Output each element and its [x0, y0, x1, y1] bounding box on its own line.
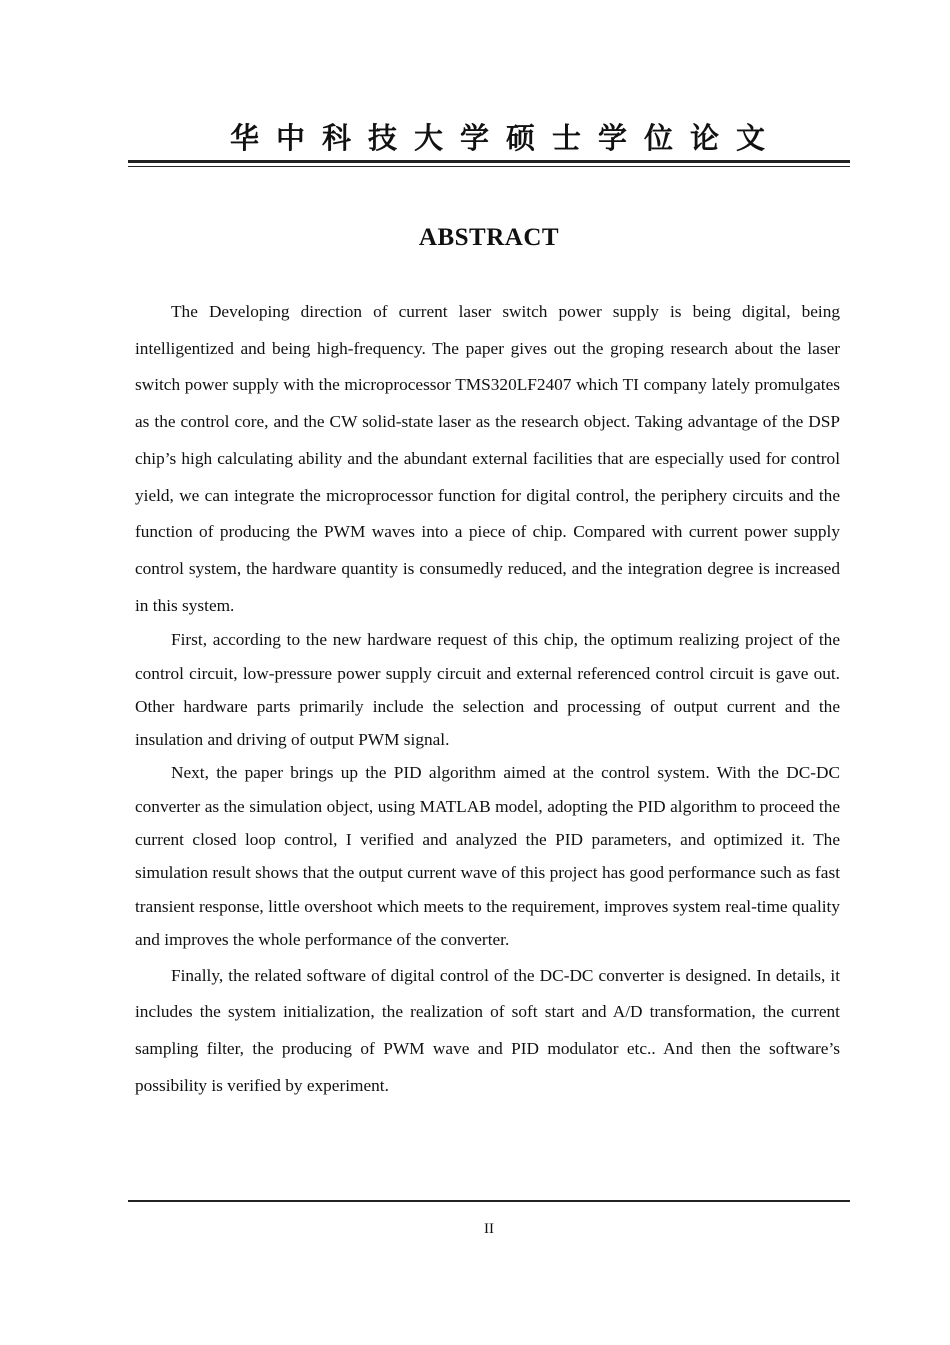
header-rule-thick [128, 160, 850, 163]
abstract-body [135, 294, 840, 1104]
header-rule-thin [128, 166, 850, 167]
abstract-heading: ABSTRACT [418, 224, 560, 251]
header-double-rule [128, 160, 850, 170]
abstract-paragraph-3: Next, the paper brings up the PID algorithm aimed at the control system. With the DC-DC converter as the simulation object, using MATLAB model, adopting the PID algorithm to proceed the current closed loop control, I verified and analyzed the PID parameters, and optimized it. The simulation result shows that the output current wave of this project has good performance such as fast transient response, little overshoot which meets to the requirement, improves system real-time quality and improves the whole performance of the converter. [135, 763, 840, 950]
footer-rule [128, 1200, 850, 1202]
abstract-paragraph-1: The Developing direction of current laser switch power supply is being digital, being intelligentized and being high-frequency. The paper gives out the groping research about the laser switch power supply with the microprocessor TMS320LF2407 which TI company lately promulgates as the control core, and the CW solid-state laser as the research object. Taking advantage of the DSP chip’s high calculating ability and the abundant external facilities that are especially used for control yield, we can integrate the microprocessor function for digital control, the periphery circuits and the function of producing the PWM waves into a piece of chip. Compared with current power supply control system, the hardware quantity is consumedly reduced, and the integration degree is increased in this system. [135, 302, 840, 615]
page-number: II [484, 1221, 494, 1237]
page-header-title: 华中科技大学硕士学位论文 [229, 121, 782, 155]
abstract-paragraph-2: First, according to the new hardware request of this chip, the optimum realizing project of the control circuit, low-pressure power supply circuit and external referenced control circuit is gave out. Other hardware parts primarily include the selection and processing of output current and the insulation and driving of output PWM signal. [135, 630, 840, 749]
abstract-paragraph-4: Finally, the related software of digital control of the DC-DC converter is designed. In details, it includes the system initialization, the realization of soft start and A/D transformation, the current sampling filter, the producing of PWM wave and PID modulator etc.. And then the software’s possibility is verified by experiment. [135, 965, 840, 1095]
